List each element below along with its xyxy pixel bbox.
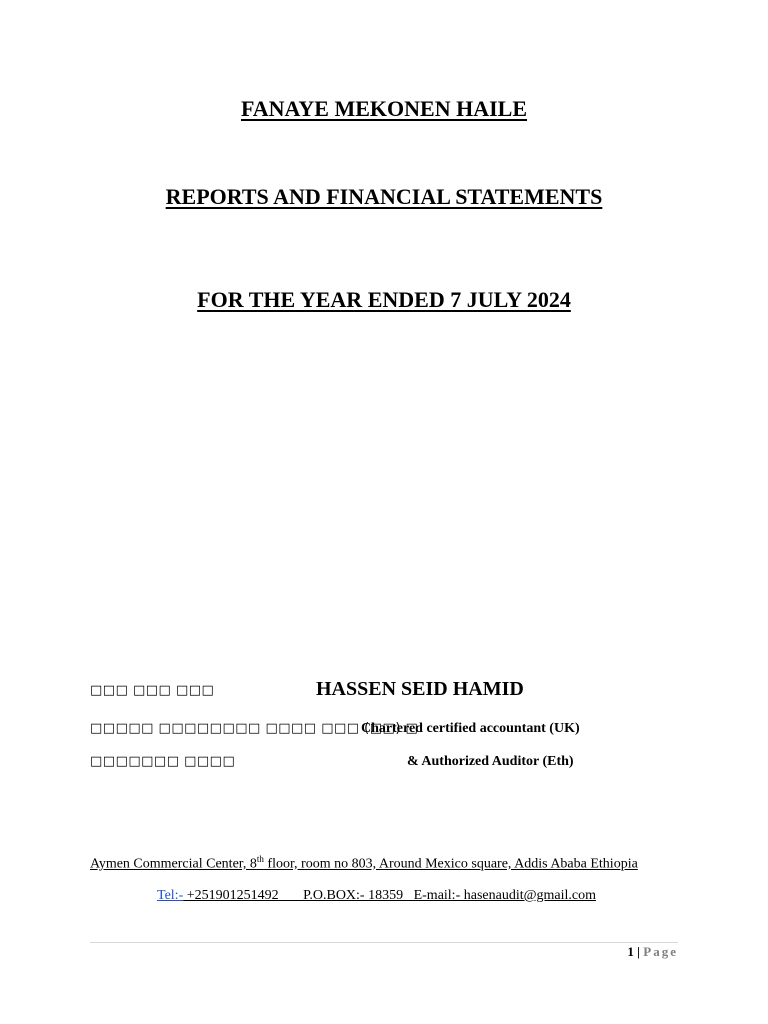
auditor-credential-1: Chartered certified accountant (UK) (361, 721, 580, 736)
address-end: floor, room no 803, Around Mexico square, Addis Ababa Ethiopia (263, 856, 638, 872)
tel-link[interactable]: Tel:- (157, 888, 184, 903)
office-address (90, 854, 638, 873)
contact-details: +251901251492 P.O.BOX:- 18359 E-mail:- hasenaudit@gmail.com (183, 888, 596, 903)
period-title: FOR THE YEAR ENDED 7 JULY 2024 (197, 287, 571, 312)
amharic-credential-2: □□□□□□□ □□□□ (90, 754, 236, 769)
address-ordinal-suffix: th (256, 854, 264, 864)
page-footer (627, 944, 678, 960)
page-separator: | (633, 944, 644, 959)
page-number: 1 (627, 944, 634, 959)
amharic-auditor-name: □□□ □□□ □□□ (90, 683, 215, 698)
footer-divider (90, 942, 678, 943)
amharic-credential-1: □□□□□ □□□□□□□□ □□□□ □□□ (□□) □ (90, 721, 419, 736)
report-title: REPORTS AND FINANCIAL STATEMENTS (165, 184, 603, 209)
page-label: Page (643, 944, 678, 959)
auditor-credential-2: & Authorized Auditor (Eth) (407, 754, 574, 769)
contact-line (157, 888, 596, 904)
address-start: Aymen Commercial Center, 8 (90, 856, 257, 872)
company-name-title: FANAYE MEKONEN HAILE (240, 96, 528, 121)
auditor-name: HASSEN SEID HAMID (316, 678, 524, 700)
